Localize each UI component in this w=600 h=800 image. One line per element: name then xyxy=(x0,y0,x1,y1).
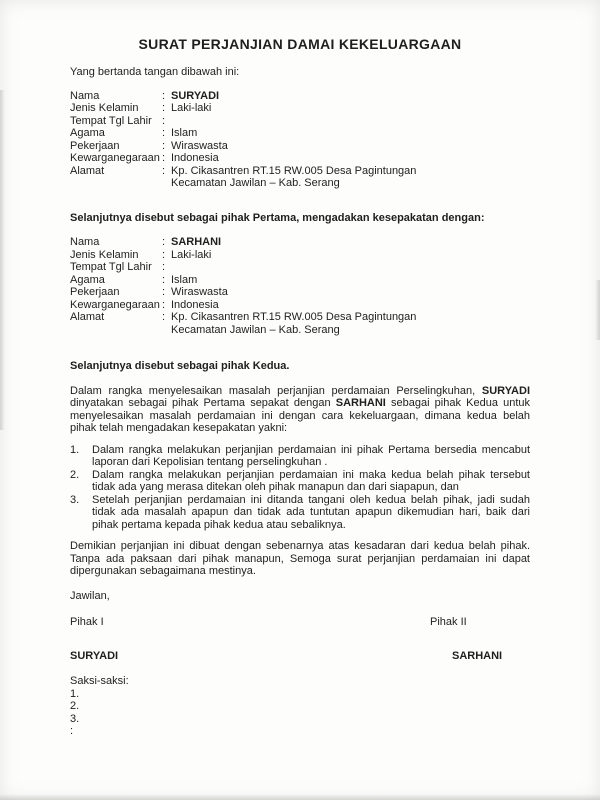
opening-segment: Dalam rangka menyelesaikan masalah perjanjian perdamaian Perselingkuhan, xyxy=(70,384,482,397)
list-item-text: Setelah perjanjian perdamaian ini ditanda tangani oleh kedua belah pihak, jadi sudah tidak ada masalah apapun dan tidak ada tuntutan apapun dikemudian hari, baik dari pihak pertama kepada pihak kedua atau sebaliknya. xyxy=(92,493,530,531)
field-label: Agama xyxy=(70,127,105,139)
field-colon: : xyxy=(162,311,166,323)
field-label: Jenis Kelamin xyxy=(70,248,139,261)
field-label: Nama xyxy=(70,89,100,102)
field-colon: : xyxy=(162,114,166,127)
place-line: Jawilan, xyxy=(70,589,110,602)
party2-name-inline: SARHANI xyxy=(335,397,386,409)
field-row-nationality xyxy=(70,299,530,312)
address-line-1: Kp. Cikasantren RT.15 RW.005 Desa Pagintungan xyxy=(171,311,417,323)
field-colon: : xyxy=(162,248,166,261)
field-row-address xyxy=(70,311,530,336)
agreement-list xyxy=(70,444,530,532)
witness-line-4: : xyxy=(70,725,74,737)
field-row-religion xyxy=(70,274,530,287)
field-label: Kewarganegaraan xyxy=(70,152,160,164)
field-value xyxy=(171,165,530,190)
party2-details xyxy=(70,236,530,336)
scan-artifact-bottom-edge xyxy=(0,794,600,800)
list-item xyxy=(70,469,530,494)
scan-artifact-right-edge xyxy=(595,280,600,340)
address-line-1: Kp. Cikasantren RT.15 RW.005 Desa Pagintungan xyxy=(171,164,417,177)
field-row-name xyxy=(70,90,530,103)
field-label: Pekerjaan xyxy=(70,139,120,152)
closing-paragraph: Demikian perjanjian ini dibuat dengan sebenarnya atas kesadaran dari kedua belah pihak. Tanpa ada paksaan dari pihak manapun, Semoga surat perjanjian perdamaian ini dapat dipergunakan sebagaimana mestinya. xyxy=(70,540,530,577)
field-colon: : xyxy=(162,236,166,248)
field-label: Pekerjaan xyxy=(70,286,120,298)
scan-artifact-left-edge xyxy=(0,90,5,430)
address-line-2: Kecamatan Jawilan – Kab. Serang xyxy=(171,177,340,189)
field-colon: : xyxy=(162,102,166,114)
field-colon: : xyxy=(162,273,166,286)
field-row-birth xyxy=(70,261,530,274)
field-row-birth xyxy=(70,115,530,128)
intro-line: Yang bertanda tangan dibawah ini: xyxy=(70,66,240,78)
field-row-gender xyxy=(70,249,530,262)
field-colon: : xyxy=(162,139,166,152)
signature-roles-row xyxy=(70,616,530,629)
list-item-text: Dalam rangka melakukan perjanjian perdamaian ini maka kedua belah pihak tersebut tidak ada yang merasa ditekan oleh pihak manapun dan dari siapapun, dan xyxy=(92,468,530,493)
field-label: Alamat xyxy=(70,164,105,177)
field-row-gender xyxy=(70,102,530,115)
witness-line-1: 1. xyxy=(70,687,80,700)
witnesses-heading: Saksi-saksi: xyxy=(70,675,129,687)
field-row-religion xyxy=(70,127,530,140)
field-row-address xyxy=(70,165,530,190)
field-value: SARHANI xyxy=(171,236,222,248)
list-item xyxy=(70,494,530,532)
field-label: Nama xyxy=(70,236,100,248)
witness-line-3: 3. xyxy=(70,712,80,725)
party1-closing-heading: Selanjutnya disebut sebagai pihak Pertama, mengadakan kesepakatan dengan: xyxy=(70,211,485,224)
field-label: Jenis Kelamin xyxy=(70,102,139,114)
party1-name-inline: SURYADI xyxy=(481,384,530,397)
field-value xyxy=(171,261,530,274)
party2-signature-name: SARHANI xyxy=(452,649,503,662)
field-colon: : xyxy=(162,286,166,298)
field-colon: : xyxy=(162,89,166,102)
opening-segment: dinyatakan sebagai pihak Pertama sepakat dengan xyxy=(70,397,336,409)
field-value: Islam xyxy=(171,127,198,139)
field-value: Laki-laki xyxy=(171,102,212,114)
party2-closing-heading: Selanjutnya disebut sebagai pihak Kedua. xyxy=(70,360,290,372)
field-value xyxy=(171,115,530,128)
field-value xyxy=(171,311,530,336)
opening-segment: sebagai pihak Kedua untuk menyelesaikan masalah perdamaian ini dengan cara kekeluargaan, dimana kedua belah pihak telah mengadakan kesepakatan yakni: xyxy=(70,397,530,434)
field-colon: : xyxy=(162,164,166,177)
field-label: Agama xyxy=(70,273,105,286)
field-row-name xyxy=(70,236,530,249)
party2-role-label: Pihak II xyxy=(430,616,467,628)
field-label: Tempat Tgl Lahir xyxy=(70,114,152,127)
list-item-text: Dalam rangka melakukan perjanjian perdamaian ini pihak Pertama bersedia mencabut laporan dari Kepolisian tentang perselingkuhan . xyxy=(92,443,530,468)
field-colon: : xyxy=(162,127,166,139)
party1-details xyxy=(70,90,530,190)
field-colon: : xyxy=(162,152,166,164)
document-title: SURAT PERJANJIAN DAMAI KEKELUARGAAN xyxy=(138,36,462,52)
witnesses-block xyxy=(70,675,530,738)
field-value: Laki-laki xyxy=(171,248,212,261)
field-value: Wiraswasta xyxy=(171,139,228,152)
field-label: Alamat xyxy=(70,311,105,323)
signature-names-row xyxy=(70,650,530,663)
list-item-number: 2. xyxy=(70,468,80,481)
field-value: Wiraswasta xyxy=(171,286,228,298)
list-item-number: 3. xyxy=(70,493,80,506)
field-colon: : xyxy=(162,261,166,273)
field-row-occupation xyxy=(70,140,530,153)
field-colon: : xyxy=(162,298,166,311)
list-item-number: 1. xyxy=(70,443,80,456)
opening-paragraph xyxy=(70,385,530,435)
address-line-2: Kecamatan Jawilan – Kab. Serang xyxy=(171,323,340,336)
field-label: Tempat Tgl Lahir xyxy=(70,261,152,273)
field-row-nationality xyxy=(70,152,530,165)
field-value: Islam xyxy=(171,273,198,286)
party1-signature-name: SURYADI xyxy=(70,649,119,662)
list-item xyxy=(70,444,530,469)
field-value: SURYADI xyxy=(171,89,220,102)
field-value: Indonesia xyxy=(171,298,219,311)
field-label: Kewarganegaraan xyxy=(70,298,160,311)
field-value: Indonesia xyxy=(171,152,219,164)
witness-line-2: 2. xyxy=(70,700,80,712)
party1-role-label: Pihak I xyxy=(70,616,104,628)
field-row-occupation xyxy=(70,286,530,299)
